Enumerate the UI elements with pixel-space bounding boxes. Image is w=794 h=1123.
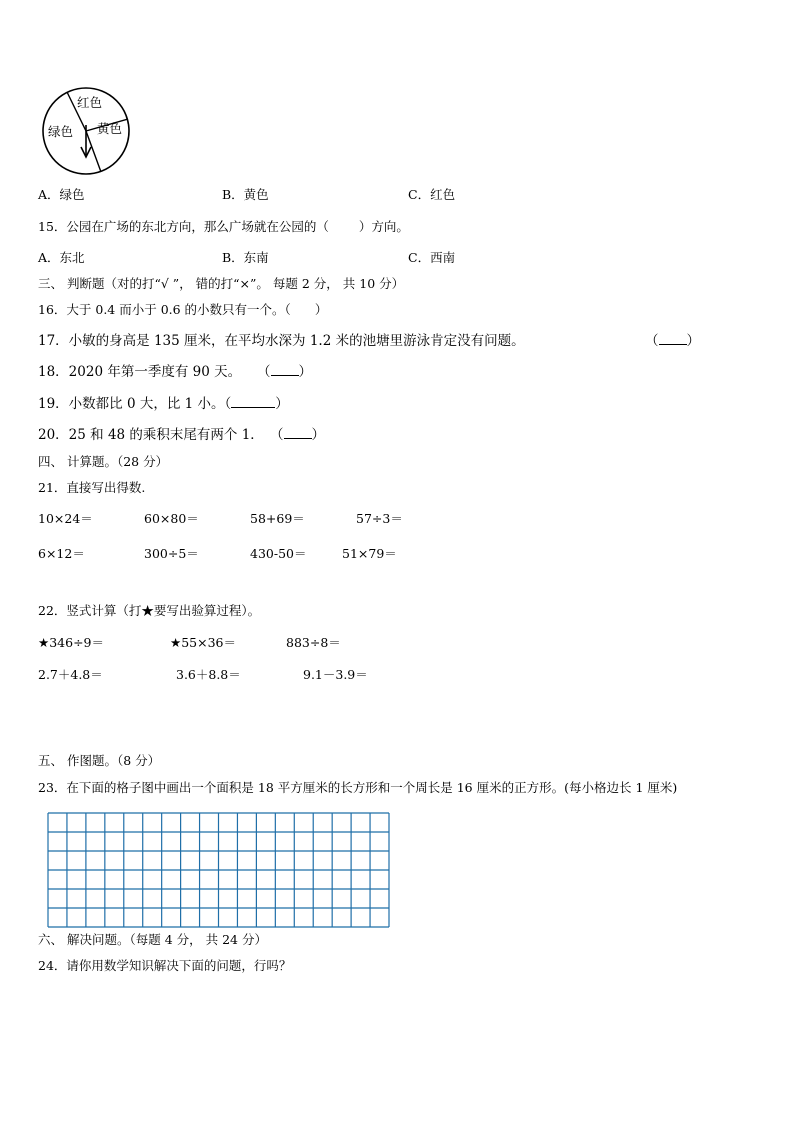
section-3-title: 三、 判断题（对的打“√ ”， 错的打“×”。 每题 2 分， 共 10 分） <box>38 276 405 291</box>
q18-answer-bracket: （ ） <box>257 364 312 380</box>
q15-text-post: ）方向。 <box>358 219 409 234</box>
q17-answer-bracket: （ ） <box>645 333 700 349</box>
spinner-label-yellow: 黄色 <box>97 121 123 136</box>
q20-answer-bracket: （ ） <box>270 427 325 443</box>
q19-question <box>38 395 289 413</box>
q21-item: 6×12＝ <box>38 546 85 561</box>
q21-item: 60×80＝ <box>144 511 199 526</box>
q14-option-a: A．绿色 <box>38 187 85 202</box>
q21-title: 21．直接写出得数. <box>38 480 146 495</box>
q21-item: 430-50＝ <box>250 546 307 561</box>
q15-option-b: B．东南 <box>222 250 269 265</box>
q21-item: 58+69＝ <box>250 511 305 526</box>
q14-option-c: C．红色 <box>408 187 456 202</box>
q20-question: 20．25 和 48 的乘积末尾有两个 1． <box>38 427 264 443</box>
q16-text: 16．大于 0.4 而小于 0.6 的小数只有一个。（ <box>38 302 291 317</box>
spinner-label-red: 红色 <box>77 95 103 110</box>
section-5-title: 五、 作图题。（8 分） <box>38 753 161 768</box>
q21-item: 57÷3＝ <box>356 511 403 526</box>
q21-item: 10×24＝ <box>38 511 93 526</box>
q24-question: 24．请你用数学知识解决下面的问题，行吗？ <box>38 958 292 973</box>
spinner-label-green: 绿色 <box>48 124 74 139</box>
q15-option-a: A．东北 <box>38 250 85 265</box>
q22-item: 3.6＋8.8＝ <box>176 667 241 682</box>
q14-option-b: B．黄色 <box>222 187 269 202</box>
q19-close: ） <box>275 396 289 412</box>
q15-question <box>38 219 409 235</box>
q19-text: 19．小数都比 0 大，比 1 小。（ <box>38 396 232 412</box>
q16-question <box>38 302 327 318</box>
q22-title: 22．竖式计算（打★要写出验算过程）。 <box>38 603 261 618</box>
q16-close: ） <box>314 302 328 317</box>
q22-item: 2.7＋4.8＝ <box>38 667 103 682</box>
color-spinner <box>40 85 136 177</box>
q23-question: 23．在下面的格子图中画出一个面积是 18 平方厘米的长方形和一个周长是 16 厘米的正方形。(每小格边长 1 厘米) <box>38 780 678 795</box>
q18-question: 18．2020 年第一季度有 90 天。 <box>38 364 242 380</box>
q17-question: 17．小敏的身高是 135 厘米，在平均水深为 1.2 米的池塘里游泳肯定没有问题。 <box>38 333 525 349</box>
q22-item: 883÷8＝ <box>286 635 341 650</box>
q22-item: 9.1－3.9＝ <box>303 667 368 682</box>
q21-item: 51×79＝ <box>342 546 397 561</box>
section-6-title: 六、 解决问题。（每题 4 分， 共 24 分） <box>38 932 267 947</box>
square-grid[interactable] <box>47 812 390 928</box>
q15-option-c: C．西南 <box>408 250 456 265</box>
q21-item: 300÷5＝ <box>144 546 199 561</box>
q15-text-pre: 15．公园在广场的东北方向，那么广场就在公园的（ <box>38 219 329 234</box>
section-4-title: 四、 计算题。（28 分） <box>38 454 169 469</box>
q22-item: ★55×36＝ <box>170 635 236 650</box>
q22-item: ★346÷9＝ <box>38 635 104 650</box>
